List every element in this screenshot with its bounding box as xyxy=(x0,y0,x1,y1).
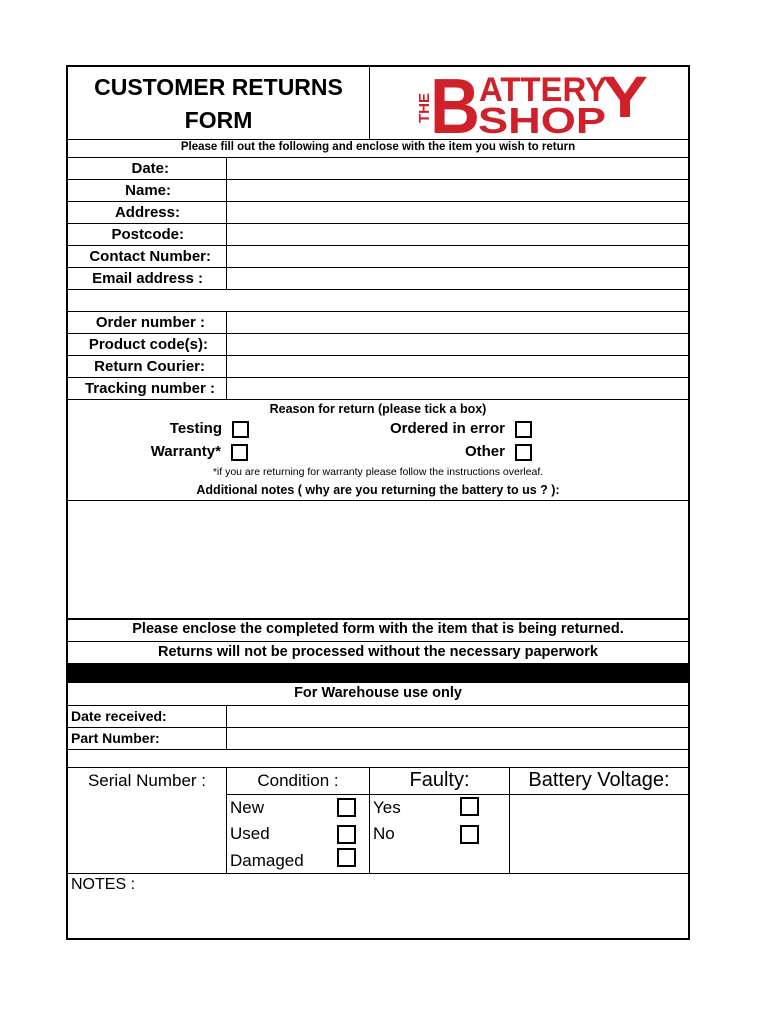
name-label: Name: xyxy=(125,182,171,199)
faulty-yes-checkbox[interactable] xyxy=(460,797,479,816)
warranty-note: *if you are returning for warranty please follow the instructions overleaf. xyxy=(212,466,544,478)
date-label: Date: xyxy=(131,160,169,177)
enclose-line-1: Please enclose the completed form with the item that is being returned. xyxy=(132,621,624,637)
email-label: Email address : xyxy=(92,270,203,287)
name-field[interactable] xyxy=(227,180,690,201)
logo-top: ATTERY xyxy=(479,71,608,109)
notes-field[interactable] xyxy=(68,897,688,938)
order-number-label: Order number : xyxy=(95,314,205,331)
order-number-field[interactable] xyxy=(227,312,690,333)
return-courier-label: Return Courier: xyxy=(94,358,205,375)
other-checkbox[interactable] xyxy=(515,444,532,461)
serial-number-header: Serial Number : xyxy=(87,771,207,790)
other-label: Other xyxy=(464,443,505,460)
date-field[interactable] xyxy=(227,158,690,179)
part-number-field[interactable] xyxy=(227,728,690,749)
form-title-line1: CUSTOMER RETURNS xyxy=(94,74,343,100)
notes-label: NOTES : xyxy=(71,876,136,893)
date-received-field[interactable] xyxy=(227,706,690,727)
warranty-label: Warranty* xyxy=(150,443,221,460)
battery-shop-logo xyxy=(416,71,648,135)
logo-b: B xyxy=(430,71,480,135)
postcode-label: Postcode: xyxy=(111,226,184,243)
testing-checkbox[interactable] xyxy=(232,421,249,438)
condition-used-label: Used xyxy=(230,824,270,843)
logo-bottom: SHOP xyxy=(478,100,606,135)
customer-returns-form xyxy=(66,65,690,940)
address-label: Address: xyxy=(114,204,180,221)
serial-number-field[interactable] xyxy=(68,795,226,873)
testing-label: Testing xyxy=(169,420,222,437)
separator-band xyxy=(68,663,688,683)
logo-y: Y xyxy=(602,71,648,130)
enclose-line-2: Returns will not be processed without the necessary paperwork xyxy=(158,644,598,660)
warranty-checkbox[interactable] xyxy=(231,444,248,461)
email-field[interactable] xyxy=(227,268,690,289)
product-code-field[interactable] xyxy=(227,334,690,355)
battery-voltage-field[interactable] xyxy=(510,795,688,873)
part-number-label: Part Number: xyxy=(71,730,160,746)
date-received-label: Date received: xyxy=(71,708,167,724)
logo-the: THE xyxy=(416,93,433,123)
faulty-header: Faulty: xyxy=(409,769,470,791)
condition-used-checkbox[interactable] xyxy=(337,825,356,844)
tracking-number-field[interactable] xyxy=(227,378,690,399)
return-courier-field[interactable] xyxy=(227,356,690,377)
contact-number-label: Contact Number: xyxy=(89,248,211,265)
reason-heading: Reason for return (please tick a box) xyxy=(269,402,487,416)
condition-damaged-label: Damaged xyxy=(230,851,304,870)
logo-graphic xyxy=(416,71,648,135)
warehouse-heading: For Warehouse use only xyxy=(294,685,462,701)
additional-notes-heading: Additional notes ( why are you returning the battery to us ? ): xyxy=(196,483,560,497)
ordered-in-error-label: Ordered in error xyxy=(389,420,505,437)
additional-notes-field[interactable] xyxy=(68,501,688,618)
tracking-number-label: Tracking number : xyxy=(84,380,215,397)
faulty-yes-label: Yes xyxy=(373,798,401,817)
form-title xyxy=(68,71,369,137)
faulty-no-checkbox[interactable] xyxy=(460,825,479,844)
postcode-field[interactable] xyxy=(227,224,690,245)
condition-damaged-checkbox[interactable] xyxy=(337,848,356,867)
condition-header: Condition : xyxy=(257,771,339,790)
instructions: Please fill out the following and enclose with the item you wish to return xyxy=(180,141,576,153)
faulty-no-label: No xyxy=(373,824,395,843)
ordered-in-error-checkbox[interactable] xyxy=(515,421,532,438)
contact-number-field[interactable] xyxy=(227,246,690,267)
product-code-label: Product code(s): xyxy=(88,336,208,353)
form-title-line2: FORM xyxy=(184,107,253,133)
condition-new-checkbox[interactable] xyxy=(337,798,356,817)
condition-new-label: New xyxy=(230,798,265,817)
battery-voltage-header: Battery Voltage: xyxy=(528,769,670,791)
address-field[interactable] xyxy=(227,202,690,223)
